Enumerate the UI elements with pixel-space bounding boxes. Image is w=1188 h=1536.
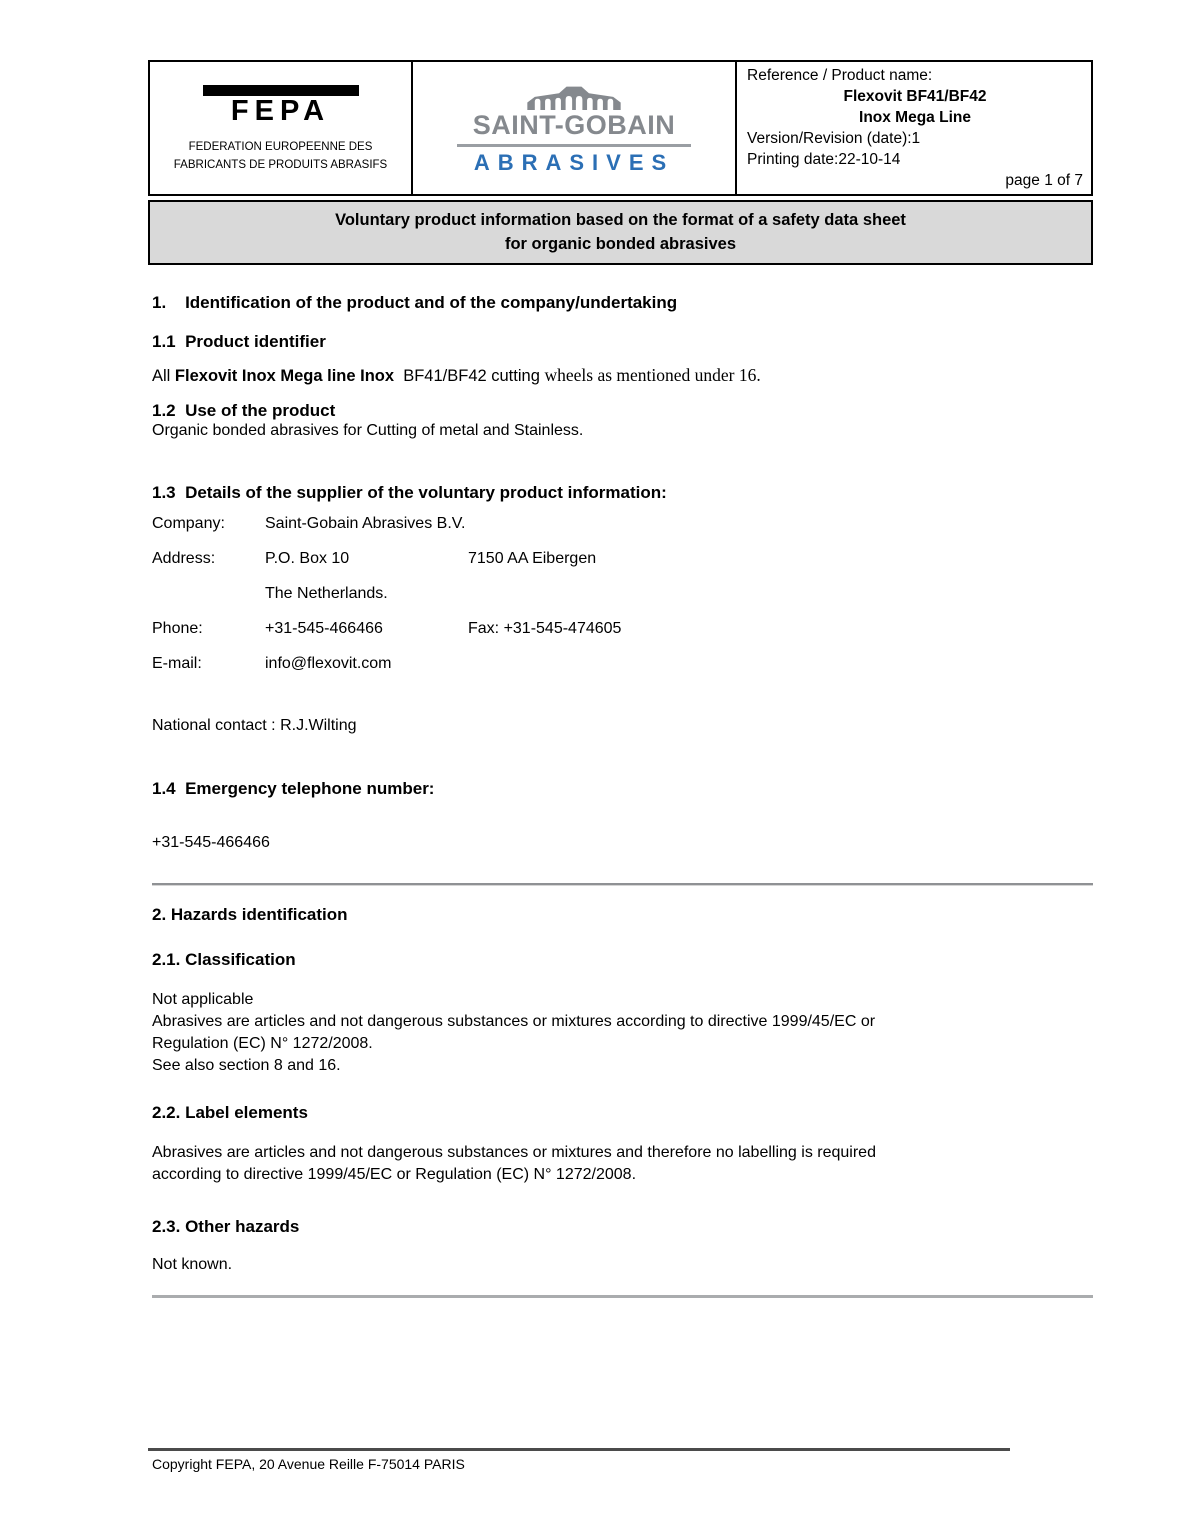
table-row bbox=[152, 550, 1093, 585]
section-2-1-heading: 2.1. Classification bbox=[152, 950, 296, 969]
table-row bbox=[152, 655, 1093, 690]
version-revision: Version/Revision (date):1 bbox=[747, 129, 921, 147]
table-row bbox=[152, 620, 1093, 655]
classification-text: Not applicable Abrasives are articles and not dangerous substances or mixtures according to directive 1999/45/EC or Regulation (EC) N° 1272/2008. See also section 8 and 16. bbox=[152, 991, 876, 1074]
section-1-4-heading: 1.4 Emergency telephone number: bbox=[152, 779, 435, 798]
national-contact-text: National contact : R.J.Wilting bbox=[152, 717, 357, 734]
section-1-2-heading: 1.2 Use of the product bbox=[152, 401, 336, 420]
copyright-text: Copyright FEPA, 20 Avenue Reille F-75014 PARIS bbox=[152, 1456, 465, 1472]
product-text-serif: wheels as mentioned under 16. bbox=[544, 365, 761, 385]
phone-value: +31-545-466466 bbox=[265, 620, 383, 637]
product-name-line1: Flexovit BF41/BF42 bbox=[843, 87, 987, 105]
supplier-details bbox=[152, 515, 1093, 690]
emergency-number-text: +31-545-466466 bbox=[152, 834, 270, 851]
email-label: E-mail: bbox=[152, 655, 202, 672]
section-1-heading: 1. Identification of the product and of the company/undertaking bbox=[152, 293, 678, 312]
banner-line2: for organic bonded abrasives bbox=[504, 234, 737, 253]
section-1-1-heading: 1.1 Product identifier bbox=[152, 332, 326, 351]
company-value: Saint-Gobain Abrasives B.V. bbox=[265, 515, 466, 532]
fax-value: Fax: +31-545-474605 bbox=[468, 620, 622, 637]
banner-line1: Voluntary product information based on the format of a safety data sheet bbox=[335, 210, 906, 229]
table-row bbox=[152, 585, 1093, 620]
other-hazards-text: Not known. bbox=[152, 1256, 233, 1273]
saint-gobain-cell bbox=[413, 62, 737, 194]
header-table bbox=[148, 60, 1093, 196]
printing-date: Printing date:22-10-14 bbox=[747, 150, 901, 168]
product-name-line2: Inox Mega Line bbox=[859, 108, 971, 126]
fepa-org-line2: FABRICANTS DE PRODUITS ABRASIFS bbox=[173, 158, 388, 171]
table-row bbox=[152, 515, 1093, 550]
bridge-icon bbox=[526, 82, 622, 110]
footer-rule bbox=[148, 1448, 1010, 1451]
document-body bbox=[152, 265, 1093, 1298]
product-text-prefix: All bbox=[152, 367, 175, 385]
address-value: P.O. Box 10 bbox=[265, 550, 350, 567]
saint-gobain-rule bbox=[457, 144, 692, 147]
reference-cell bbox=[737, 62, 1091, 194]
product-text-mid: BF41/BF42 cutting bbox=[394, 367, 545, 385]
product-identifier-text bbox=[152, 365, 1093, 386]
fepa-logo-text: FEPA bbox=[230, 95, 331, 128]
reference-label: Reference / Product name: bbox=[747, 67, 933, 84]
fepa-cell bbox=[150, 62, 413, 194]
section-2-3-heading: 2.3. Other hazards bbox=[152, 1217, 300, 1236]
address-country: The Netherlands. bbox=[265, 585, 388, 602]
fepa-org-line1: FEDERATION EUROPEENNE DES bbox=[188, 140, 373, 153]
address-label: Address: bbox=[152, 550, 216, 567]
page-number: page 1 of 7 bbox=[1005, 171, 1083, 189]
saint-gobain-logo bbox=[473, 82, 676, 174]
company-label: Company: bbox=[152, 515, 225, 532]
section-divider bbox=[152, 1295, 1093, 1298]
phone-label: Phone: bbox=[152, 620, 203, 637]
section-1-3-heading: 1.3 Details of the supplier of the voluntary product information: bbox=[152, 483, 667, 502]
section-2-2-heading: 2.2. Label elements bbox=[152, 1103, 308, 1122]
section-2-heading: 2. Hazards identification bbox=[152, 905, 348, 924]
fepa-logo bbox=[203, 85, 359, 126]
label-elements-text: Abrasives are articles and not dangerous substances or mixtures and therefore no labelling is required according to directive 1999/45/EC or Regulation (EC) N° 1272/2008. bbox=[152, 1144, 876, 1183]
section-divider bbox=[152, 883, 1093, 886]
title-banner bbox=[148, 200, 1093, 265]
address-city: 7150 AA Eibergen bbox=[468, 550, 597, 567]
fepa-organization-name bbox=[174, 139, 387, 175]
saint-gobain-name: SAINT-GOBAIN bbox=[472, 110, 676, 141]
email-value: info@flexovit.com bbox=[265, 655, 392, 672]
saint-gobain-division: ABRASIVES bbox=[473, 149, 675, 175]
use-of-product-text: Organic bonded abrasives for Cutting of metal and Stainless. bbox=[152, 422, 584, 439]
product-text-bold: Flexovit Inox Mega line Inox bbox=[174, 367, 395, 385]
